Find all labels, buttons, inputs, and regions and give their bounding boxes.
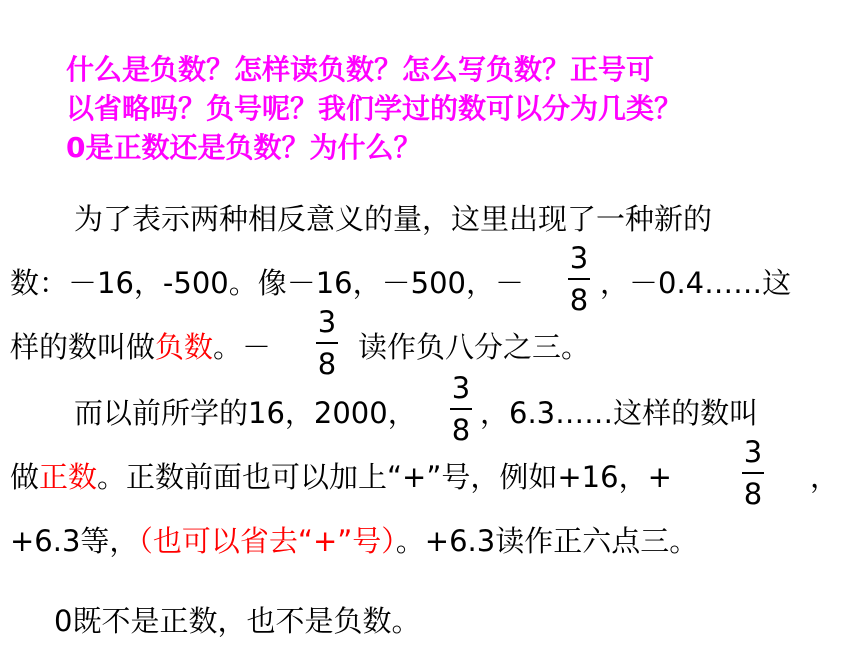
zero-statement: 0既不是正数，也不是负数。 bbox=[54, 604, 421, 638]
fraction-3-8 bbox=[742, 436, 764, 510]
fraction-denominator: 8 bbox=[569, 283, 589, 317]
fraction-numerator: 3 bbox=[451, 371, 471, 405]
question-line-3: 0是正数还是负数？为什么？ bbox=[66, 131, 422, 164]
fraction-3-8 bbox=[316, 306, 338, 380]
question-line-2: 以省略吗？负号呢？我们学过的数可以分为几类？ bbox=[66, 92, 683, 125]
fraction-denominator: 8 bbox=[451, 413, 471, 447]
para2-line-3-text-b: 。+6.3读作正六点三。 bbox=[395, 524, 699, 558]
fraction-numerator: 3 bbox=[317, 305, 337, 339]
para1-line-3-text-a: 样的数叫做 bbox=[10, 330, 156, 364]
fraction-numerator: 3 bbox=[743, 435, 763, 469]
fraction-numerator: 3 bbox=[569, 241, 589, 275]
para2-line-2-text-a: 做 bbox=[10, 460, 40, 494]
question-line-1: 什么是负数？怎样读负数？怎么写负数？正号可 bbox=[66, 53, 655, 86]
positive-number-term: 正数 bbox=[39, 460, 98, 494]
fraction-bar bbox=[316, 342, 338, 344]
fraction-bar bbox=[742, 472, 764, 474]
para1-line-3-end: 读作负八分之三。 bbox=[358, 330, 591, 364]
para1-line-2-end: ，－0.4……这 bbox=[600, 266, 792, 300]
fraction-denominator: 8 bbox=[743, 477, 763, 511]
para2-line-2-text-b: 。正数前面也可以加上“+”号，例如+16，+ bbox=[97, 460, 672, 494]
negative-number-term: 负数 bbox=[155, 330, 214, 364]
omit-plus-note: （也可以省去“+”号） bbox=[138, 524, 396, 558]
fraction-bar bbox=[450, 408, 472, 410]
para1-line-3 bbox=[10, 330, 271, 364]
para1-line-3-text-b: 。－ bbox=[213, 330, 272, 364]
para1-line-1: 为了表示两种相反意义的量，这里出现了一种新的 bbox=[74, 202, 713, 236]
fraction-bar bbox=[568, 278, 590, 280]
para2-line-3-text-a: +6.3等， bbox=[10, 524, 139, 558]
para1-line-2-start: 数：－16，-500。像－16，－500，－ bbox=[10, 266, 524, 300]
para2-line-1-end: ，6.3……这样的数叫 bbox=[480, 396, 759, 430]
para2-line-2-end: ， bbox=[810, 460, 840, 494]
fraction-3-8 bbox=[450, 372, 472, 446]
fraction-3-8 bbox=[568, 242, 590, 316]
para2-line-3 bbox=[10, 524, 698, 558]
fraction-denominator: 8 bbox=[317, 347, 337, 381]
para2-line-1-start: 而以前所学的16，2000， bbox=[74, 396, 417, 430]
para2-line-2 bbox=[10, 460, 672, 494]
